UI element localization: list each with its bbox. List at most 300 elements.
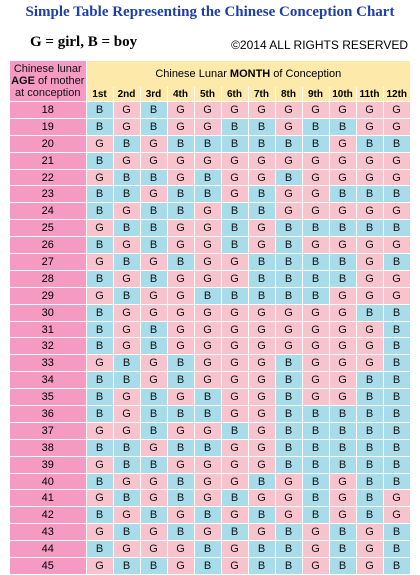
mother-age-cell: 32 <box>10 338 86 355</box>
girl-cell: G <box>356 321 383 338</box>
girl-cell: G <box>248 152 275 169</box>
boy-cell: B <box>86 321 113 338</box>
girl-cell: G <box>86 558 113 575</box>
boy-cell: B <box>167 490 194 507</box>
mother-age-cell: 43 <box>10 524 86 541</box>
month-header-prefix: Chinese Lunar <box>155 68 230 80</box>
boy-cell: B <box>113 524 140 541</box>
month-label: 2nd <box>113 87 140 102</box>
boy-cell: B <box>140 169 167 186</box>
girl-cell: G <box>221 473 248 490</box>
girl-cell: G <box>302 152 329 169</box>
boy-cell: B <box>383 135 410 152</box>
boy-cell: B <box>383 254 410 271</box>
boy-cell: B <box>140 102 167 119</box>
girl-cell: G <box>194 102 221 119</box>
boy-cell: B <box>140 558 167 575</box>
table-row <box>10 558 410 575</box>
boy-cell: B <box>140 220 167 237</box>
month-header-suffix: of Conception <box>270 68 342 80</box>
girl-cell: G <box>248 304 275 321</box>
boy-cell: B <box>221 118 248 135</box>
girl-cell: G <box>194 456 221 473</box>
girl-cell: G <box>248 422 275 439</box>
boy-cell: B <box>329 439 356 456</box>
girl-cell: G <box>221 102 248 119</box>
boy-cell: B <box>356 473 383 490</box>
boy-cell: B <box>275 439 302 456</box>
girl-cell: G <box>383 287 410 304</box>
boy-cell: B <box>329 270 356 287</box>
girl-cell: G <box>329 203 356 220</box>
boy-cell: B <box>356 439 383 456</box>
boy-cell: B <box>167 186 194 203</box>
boy-cell: B <box>383 220 410 237</box>
girl-cell: G <box>356 118 383 135</box>
girl-cell: G <box>248 237 275 254</box>
girl-cell: G <box>356 287 383 304</box>
boy-cell: B <box>302 439 329 456</box>
girl-cell: G <box>248 220 275 237</box>
boy-cell: B <box>383 321 410 338</box>
girl-cell: G <box>356 524 383 541</box>
girl-cell: G <box>383 102 410 119</box>
girl-cell: G <box>113 507 140 524</box>
boy-cell: B <box>113 490 140 507</box>
boy-cell: B <box>275 254 302 271</box>
girl-cell: G <box>167 389 194 406</box>
girl-cell: G <box>383 507 410 524</box>
girl-cell: G <box>86 355 113 372</box>
girl-cell: G <box>329 389 356 406</box>
girl-cell: G <box>167 152 194 169</box>
boy-cell: B <box>113 135 140 152</box>
month-label: 6th <box>221 87 248 102</box>
girl-cell: G <box>140 439 167 456</box>
girl-cell: G <box>329 287 356 304</box>
girl-cell: G <box>275 304 302 321</box>
age-header-bold: AGE <box>11 75 35 87</box>
table-row <box>10 304 410 321</box>
girl-cell: G <box>302 169 329 186</box>
girl-cell: G <box>248 355 275 372</box>
boy-cell: B <box>383 558 410 575</box>
girl-cell: G <box>383 270 410 287</box>
girl-cell: G <box>167 118 194 135</box>
girl-cell: G <box>140 304 167 321</box>
boy-cell: B <box>140 338 167 355</box>
boy-cell: B <box>113 287 140 304</box>
girl-cell: G <box>167 102 194 119</box>
boy-cell: B <box>329 254 356 271</box>
boy-cell: B <box>194 406 221 423</box>
boy-cell: B <box>329 456 356 473</box>
boy-cell: B <box>356 490 383 507</box>
table-row <box>10 355 410 372</box>
table-row <box>10 321 410 338</box>
girl-cell: G <box>221 456 248 473</box>
boy-cell: B <box>140 237 167 254</box>
table-row <box>10 169 410 186</box>
boy-cell: B <box>275 524 302 541</box>
conception-table <box>10 61 411 575</box>
boy-cell: B <box>383 524 410 541</box>
mother-age-cell: 39 <box>10 456 86 473</box>
mother-age-cell: 34 <box>10 372 86 389</box>
girl-cell: G <box>113 270 140 287</box>
boy-cell: B <box>329 118 356 135</box>
girl-cell: G <box>167 220 194 237</box>
boy-cell: B <box>302 422 329 439</box>
mother-age-cell: 42 <box>10 507 86 524</box>
girl-cell: G <box>383 152 410 169</box>
boy-cell: B <box>221 422 248 439</box>
girl-cell: G <box>221 186 248 203</box>
girl-cell: G <box>356 270 383 287</box>
boy-cell: B <box>302 118 329 135</box>
mother-age-cell: 23 <box>10 186 86 203</box>
boy-cell: B <box>302 270 329 287</box>
boy-cell: B <box>113 186 140 203</box>
boy-cell: B <box>248 254 275 271</box>
girl-cell: G <box>356 102 383 119</box>
age-header-line2: of mother <box>34 75 85 87</box>
girl-cell: G <box>167 237 194 254</box>
month-label: 9th <box>302 87 329 102</box>
girl-cell: G <box>221 169 248 186</box>
boy-cell: B <box>86 237 113 254</box>
girl-cell: G <box>194 203 221 220</box>
girl-cell: G <box>248 439 275 456</box>
girl-cell: G <box>140 541 167 558</box>
girl-cell: G <box>221 372 248 389</box>
boy-cell: B <box>356 422 383 439</box>
girl-cell: G <box>275 490 302 507</box>
mother-age-cell: 45 <box>10 558 86 575</box>
table-row <box>10 473 410 490</box>
boy-cell: B <box>221 237 248 254</box>
month-label: 1st <box>86 87 113 102</box>
table-row <box>10 389 410 406</box>
table-row <box>10 541 410 558</box>
boy-cell: B <box>140 456 167 473</box>
boy-cell: B <box>248 186 275 203</box>
boy-cell: B <box>167 473 194 490</box>
boy-cell: B <box>383 389 410 406</box>
boy-cell: B <box>248 558 275 575</box>
girl-cell: G <box>194 304 221 321</box>
table-row <box>10 287 410 304</box>
girl-cell: G <box>113 152 140 169</box>
girl-cell: G <box>140 355 167 372</box>
boy-cell: B <box>356 220 383 237</box>
girl-cell: G <box>86 287 113 304</box>
girl-cell: G <box>194 270 221 287</box>
girl-cell: G <box>113 102 140 119</box>
girl-cell: G <box>248 524 275 541</box>
boy-cell: B <box>86 270 113 287</box>
boy-cell: B <box>356 406 383 423</box>
girl-cell: G <box>221 254 248 271</box>
table-row <box>10 135 410 152</box>
girl-cell: G <box>113 118 140 135</box>
boy-cell: B <box>140 389 167 406</box>
boy-cell: B <box>275 389 302 406</box>
boy-cell: B <box>86 186 113 203</box>
boy-cell: B <box>86 152 113 169</box>
boy-cell: B <box>167 372 194 389</box>
boy-cell: B <box>140 507 167 524</box>
mother-age-cell: 40 <box>10 473 86 490</box>
table-row <box>10 406 410 423</box>
girl-cell: G <box>194 372 221 389</box>
girl-cell: G <box>167 338 194 355</box>
boy-cell: B <box>248 135 275 152</box>
girl-cell: G <box>140 473 167 490</box>
girl-cell: G <box>356 237 383 254</box>
boy-cell: B <box>383 541 410 558</box>
girl-cell: G <box>86 254 113 271</box>
girl-cell: G <box>329 338 356 355</box>
table-row <box>10 372 410 389</box>
girl-cell: G <box>167 169 194 186</box>
boy-cell: B <box>329 541 356 558</box>
girl-cell: G <box>275 338 302 355</box>
boy-cell: B <box>302 254 329 271</box>
boy-cell: B <box>86 118 113 135</box>
boy-cell: B <box>383 473 410 490</box>
girl-cell: G <box>86 422 113 439</box>
girl-cell: G <box>248 169 275 186</box>
boy-cell: B <box>329 524 356 541</box>
boy-cell: B <box>302 135 329 152</box>
boy-cell: B <box>302 456 329 473</box>
boy-cell: B <box>140 118 167 135</box>
boy-cell: B <box>167 203 194 220</box>
boy-cell: B <box>167 355 194 372</box>
girl-cell: G <box>275 118 302 135</box>
mother-age-cell: 31 <box>10 321 86 338</box>
boy-cell: B <box>383 304 410 321</box>
girl-cell: G <box>356 558 383 575</box>
girl-cell: G <box>113 406 140 423</box>
boy-cell: B <box>221 490 248 507</box>
boy-cell: B <box>302 287 329 304</box>
boy-cell: B <box>329 186 356 203</box>
girl-cell: G <box>86 135 113 152</box>
girl-cell: G <box>194 254 221 271</box>
boy-cell: B <box>248 118 275 135</box>
boy-cell: B <box>275 237 302 254</box>
boy-cell: B <box>329 406 356 423</box>
mother-age-cell: 28 <box>10 270 86 287</box>
boy-cell: B <box>275 422 302 439</box>
table-row <box>10 456 410 473</box>
boy-cell: B <box>248 541 275 558</box>
girl-cell: G <box>248 490 275 507</box>
girl-cell: G <box>356 152 383 169</box>
table-row <box>10 524 410 541</box>
boy-cell: B <box>167 524 194 541</box>
table-row <box>10 338 410 355</box>
girl-cell: G <box>302 237 329 254</box>
girl-cell: G <box>302 524 329 541</box>
table-row <box>10 102 410 119</box>
girl-cell: G <box>302 541 329 558</box>
girl-cell: G <box>194 473 221 490</box>
girl-cell: G <box>167 558 194 575</box>
boy-cell: B <box>275 220 302 237</box>
boy-cell: B <box>140 321 167 338</box>
girl-cell: G <box>167 456 194 473</box>
boy-cell: B <box>113 355 140 372</box>
girl-cell: G <box>194 152 221 169</box>
boy-cell: B <box>302 406 329 423</box>
mother-age-cell: 44 <box>10 541 86 558</box>
girl-cell: G <box>221 507 248 524</box>
copyright-notice: ©2014 ALL RIGHTS RESERVED <box>231 38 408 52</box>
boy-cell: B <box>329 558 356 575</box>
boy-cell: B <box>275 456 302 473</box>
boy-cell: B <box>86 338 113 355</box>
girl-cell: G <box>302 389 329 406</box>
girl-cell: G <box>329 135 356 152</box>
boy-cell: B <box>194 186 221 203</box>
girl-cell: G <box>167 507 194 524</box>
boy-cell: B <box>302 220 329 237</box>
girl-cell: G <box>167 287 194 304</box>
girl-cell: G <box>275 321 302 338</box>
girl-cell: G <box>356 541 383 558</box>
girl-cell: G <box>194 118 221 135</box>
month-label: 4th <box>167 87 194 102</box>
month-label: 11th <box>356 87 383 102</box>
girl-cell: G <box>356 203 383 220</box>
gender-legend: G = girl, B = boy <box>30 34 138 50</box>
mother-age-cell: 20 <box>10 135 86 152</box>
boy-cell: B <box>140 422 167 439</box>
girl-cell: G <box>221 321 248 338</box>
girl-cell: G <box>383 169 410 186</box>
girl-cell: G <box>221 304 248 321</box>
boy-cell: B <box>194 287 221 304</box>
boy-cell: B <box>248 203 275 220</box>
girl-cell: G <box>140 135 167 152</box>
boy-cell: B <box>248 507 275 524</box>
girl-cell: G <box>221 338 248 355</box>
boy-cell: B <box>86 203 113 220</box>
boy-cell: B <box>86 473 113 490</box>
girl-cell: G <box>221 406 248 423</box>
girl-cell: G <box>356 169 383 186</box>
boy-cell: B <box>356 507 383 524</box>
boy-cell: B <box>383 456 410 473</box>
boy-cell: B <box>86 439 113 456</box>
mother-age-cell: 21 <box>10 152 86 169</box>
girl-cell: G <box>194 338 221 355</box>
boy-cell: B <box>140 406 167 423</box>
girl-cell: G <box>302 558 329 575</box>
boy-cell: B <box>221 287 248 304</box>
girl-cell: G <box>302 338 329 355</box>
girl-cell: G <box>356 254 383 271</box>
mother-age-cell: 41 <box>10 490 86 507</box>
girl-cell: G <box>221 541 248 558</box>
girl-cell: G <box>275 186 302 203</box>
boy-cell: B <box>275 372 302 389</box>
boy-cell: B <box>221 203 248 220</box>
girl-cell: G <box>329 507 356 524</box>
girl-cell: G <box>113 321 140 338</box>
boy-cell: B <box>86 372 113 389</box>
girl-cell: G <box>329 473 356 490</box>
boy-cell: B <box>86 102 113 119</box>
boy-cell: B <box>356 456 383 473</box>
girl-cell: G <box>356 338 383 355</box>
page-title: Simple Table Representing the Chinese Conception Chart <box>25 4 395 20</box>
mother-age-cell: 25 <box>10 220 86 237</box>
girl-cell: G <box>275 203 302 220</box>
girl-cell: G <box>383 118 410 135</box>
girl-cell: G <box>194 524 221 541</box>
boy-cell: B <box>275 287 302 304</box>
girl-cell: G <box>329 237 356 254</box>
table-row <box>10 270 410 287</box>
girl-cell: G <box>302 203 329 220</box>
boy-cell: B <box>86 406 113 423</box>
month-label: 7th <box>248 87 275 102</box>
table-row <box>10 439 410 456</box>
girl-cell: G <box>86 524 113 541</box>
girl-cell: G <box>113 304 140 321</box>
age-column-header <box>10 61 86 102</box>
table-row <box>10 203 410 220</box>
girl-cell: G <box>113 473 140 490</box>
girl-cell: G <box>302 304 329 321</box>
girl-cell: G <box>86 169 113 186</box>
boy-cell: B <box>221 524 248 541</box>
girl-cell: G <box>329 372 356 389</box>
girl-cell: G <box>248 372 275 389</box>
boy-cell: B <box>275 270 302 287</box>
girl-cell: G <box>275 152 302 169</box>
girl-cell: G <box>302 102 329 119</box>
girl-cell: G <box>356 355 383 372</box>
girl-cell: G <box>302 372 329 389</box>
month-label: 5th <box>194 87 221 102</box>
boy-cell: B <box>329 220 356 237</box>
boy-cell: B <box>113 220 140 237</box>
girl-cell: G <box>221 270 248 287</box>
boy-cell: B <box>194 389 221 406</box>
girl-cell: G <box>113 203 140 220</box>
month-label: 3rd <box>140 87 167 102</box>
girl-cell: G <box>86 220 113 237</box>
mother-age-cell: 19 <box>10 118 86 135</box>
girl-cell: G <box>194 355 221 372</box>
girl-cell: G <box>167 422 194 439</box>
month-label: 8th <box>275 87 302 102</box>
boy-cell: B <box>302 473 329 490</box>
boy-cell: B <box>221 220 248 237</box>
boy-cell: B <box>167 439 194 456</box>
age-header-line3: at conception <box>15 87 81 99</box>
girl-cell: G <box>248 406 275 423</box>
boy-cell: B <box>113 254 140 271</box>
boy-cell: B <box>113 372 140 389</box>
boy-cell: B <box>329 422 356 439</box>
girl-cell: G <box>221 152 248 169</box>
